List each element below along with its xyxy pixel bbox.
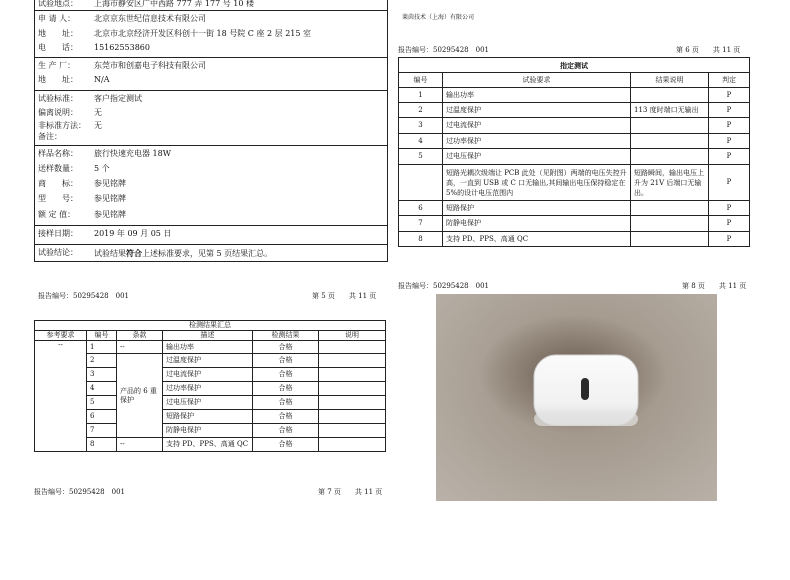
page8-report-number: 报告编号：50295428 001 bbox=[398, 282, 489, 290]
page5-page-info: 第 5 页 共 11 页 bbox=[312, 292, 377, 300]
company-name: 莱茵技术（上海）有限公司 bbox=[402, 14, 475, 21]
table-row: 2 产品的 6 重保护 过温度保护 合格 bbox=[35, 354, 386, 368]
info-row-phone: 电 话： 15162553860 bbox=[38, 42, 150, 52]
table-row: 4 过功率保护 合格 bbox=[35, 382, 386, 396]
table-row: 7 防静电保护 合格 bbox=[35, 424, 386, 438]
page8-page-info: 第 8 页 共 11 页 bbox=[682, 282, 747, 290]
charger-photo bbox=[436, 294, 717, 501]
table-row: 8 支持 PD、PPS、高通 QC P bbox=[399, 232, 750, 247]
info-row-rating: 额 定 值： 参见铭牌 bbox=[38, 209, 126, 219]
table-row: 4 过功率保护 P bbox=[399, 134, 750, 149]
summary-table-title: 检测结果汇总 bbox=[35, 321, 386, 331]
table-row: 6 短路保护 合格 bbox=[35, 410, 386, 424]
table-row: 8 -- 支持 PD、PPS、高通 QC 合格 bbox=[35, 438, 386, 452]
report-info-table bbox=[34, 0, 388, 262]
info-row-manufacturer: 生 产 厂： 东莞市和创嘉电子科技有限公司 bbox=[35, 57, 387, 73]
page5-report-number: 报告编号：50295428 001 bbox=[38, 292, 129, 300]
summary-header-row: 参考要求 编号 条款 描述 检测结果 说明 bbox=[35, 331, 386, 341]
info-row-applicant: 申 请 人： 北京京东世纪信息技术有限公司 bbox=[35, 10, 387, 26]
specified-tests-title: 指定测试 bbox=[399, 58, 750, 73]
info-row-remarks: 备注： bbox=[38, 131, 62, 141]
page6-report-number: 报告编号：50295428 001 bbox=[398, 46, 489, 54]
specified-header-row: 编号 试验要求 结果说明 判定 bbox=[399, 73, 750, 88]
info-row-sample-name: 样品名称： 旅行快速充电器 18W bbox=[35, 145, 387, 161]
info-row-receive-date: 接样日期： 2019 年 09 月 05 日 bbox=[35, 225, 387, 242]
specified-tests-table bbox=[398, 57, 750, 247]
info-row-applicant-address: 地 址： 北京市北京经济开发区科创十一街 18 号院 C 座 2 层 215 室 bbox=[38, 28, 312, 38]
table-row: 3 过电流保护 P bbox=[399, 118, 750, 134]
table-row: 3 过电流保护 合格 bbox=[35, 368, 386, 382]
info-row-trademark: 商 标： 参见铭牌 bbox=[38, 178, 126, 188]
table-row: 1 输出功率 P bbox=[399, 88, 750, 103]
charger-image bbox=[436, 294, 717, 501]
info-row-test-location: 试验地点： 上海市静安区广中西路 777 弄 177 号 10 楼 bbox=[38, 0, 254, 8]
usb-c-port-icon bbox=[581, 378, 589, 400]
page6-page-info: 第 6 页 共 11 页 bbox=[676, 46, 741, 54]
table-row: 短路光耦次级端让 PCB 此处（见附图）两端的电压失控升高，一直到 USB 或 C 口无输出,其间输出电压保持稳定在 5%的设计电压范围内 短路瞬间，输出电压上升为 21V 后端口无输出。 P bbox=[399, 165, 750, 201]
table-row: -- 1 -- 输出功率 合格 bbox=[35, 341, 386, 354]
results-summary-table bbox=[34, 320, 386, 452]
info-row-manufacturer-address: 地 址： N/A bbox=[38, 75, 110, 84]
info-row-non-standard: 非标准方法： 无 bbox=[38, 120, 102, 130]
table-row: 7 防静电保护 P bbox=[399, 216, 750, 232]
table-row: 5 过电压保护 P bbox=[399, 149, 750, 165]
page7-report-number: 报告编号：50295428 001 bbox=[34, 488, 125, 496]
page7-page-info: 第 7 页 共 11 页 bbox=[318, 488, 383, 496]
table-row: 6 短路保护 P bbox=[399, 201, 750, 216]
table-row: 2 过温度保护 113 度时端口无输出 P bbox=[399, 103, 750, 118]
info-row-sample-qty: 送样数量： 5 个 bbox=[38, 163, 110, 173]
info-row-model: 型 号： 参见铭牌 bbox=[38, 194, 126, 203]
info-row-conclusion: 试验结论： 试验结果符合上述标准要求，见第 5 页结果汇总。 bbox=[35, 244, 387, 261]
info-row-deviation: 偏离说明： 无 bbox=[38, 108, 102, 117]
table-row: 5 过电压保护 合格 bbox=[35, 396, 386, 410]
info-row-test-standard: 试验标准： 客户指定测试 bbox=[35, 90, 387, 106]
